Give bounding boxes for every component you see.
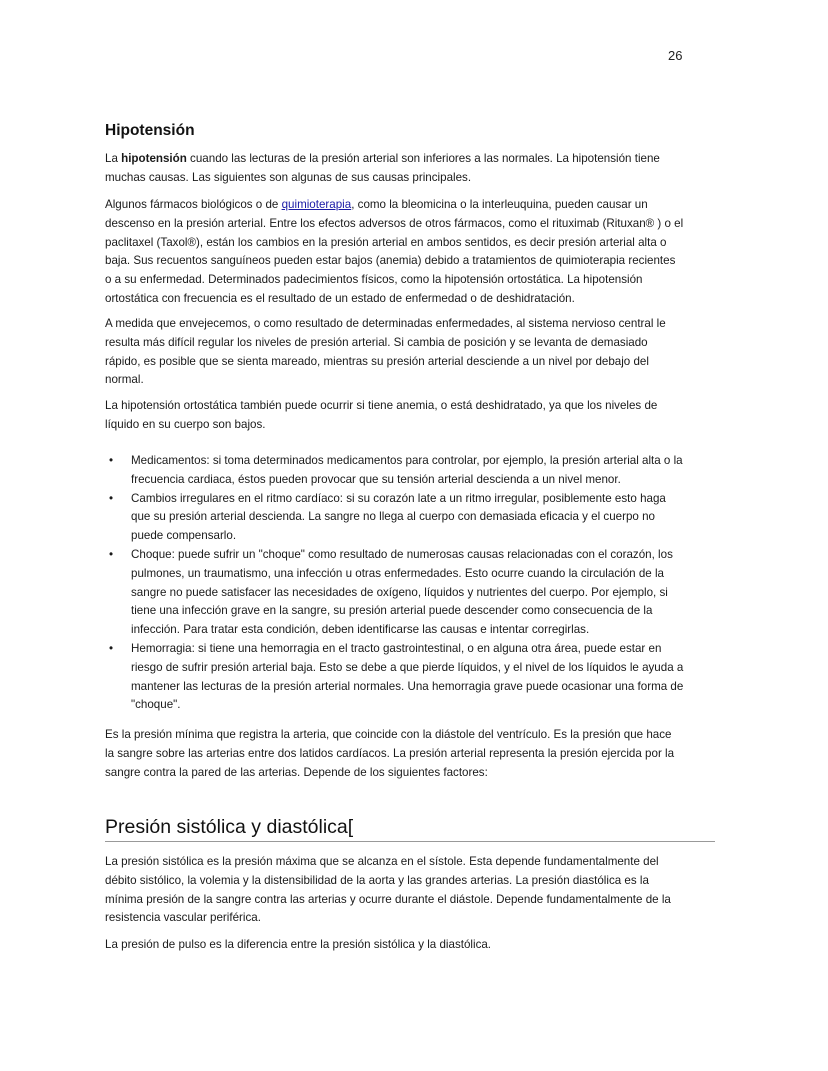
text-line: normal.	[105, 373, 144, 387]
text-line: la sangre sobre las arterias entre dos latidos cardíacos. La presión arterial representa la presión ejercida por la	[105, 746, 675, 760]
paragraph-intro	[105, 150, 660, 188]
paragraph-sistolica	[105, 853, 671, 928]
text-line: o a su enfermedad. Determinados padecimientos físicos, como la hipotensión ortostática. La hipotensión	[105, 273, 643, 287]
text-line: frecuencia cardiaca, éstos pueden provocar que su tensión arterial descienda a un nivel menor.	[131, 472, 621, 486]
section-heading-presion-sistolica: Presión sistólica y diastólica[	[105, 816, 715, 842]
text-line: rápido, es posible que se sienta mareado, mientras su presión arterial desciende a un nivel por debajo del	[105, 354, 649, 368]
text-line: Medicamentos: si toma determinados medicamentos para controlar, por ejemplo, la presión arterial alta o la	[131, 454, 683, 467]
text-line: La presión sistólica es la presión máxima que se alcanza en el sístole. Esta depende fundamentalmente del	[105, 855, 659, 868]
bullet-icon: •	[109, 547, 114, 561]
list-item-ritmo	[105, 490, 683, 546]
list-item-hemorragia	[105, 640, 683, 715]
text-line: mantener las lecturas de la presión arterial normales. Una hemorragia grave puede ocasionar una forma de	[131, 679, 684, 693]
text-line: baja. Sus recuentos sanguíneos pueden estar bajos (anemia) debido a tratamientos de quimioterapia recientes	[105, 254, 676, 268]
paragraph-anemia	[105, 397, 657, 435]
text-line: sangre no puede satisfacer las necesidades de oxígeno, líquidos y nutrientes del cuerpo. Por ejemplo, si	[131, 585, 668, 599]
text-line: resulta más difícil regular los niveles de presión arterial. Si cambia de posición y se levanta de demasiado	[105, 335, 648, 349]
bullet-icon: •	[109, 491, 114, 505]
text-line: puede compensarlo.	[131, 529, 237, 543]
text: Algunos fármacos biológicos o de	[105, 198, 282, 211]
text-line: pulmones, un traumatismo, una infección u otras enfermedades. Esto ocurre cuando la circulación de la	[131, 566, 664, 580]
text-line: Es la presión mínima que registra la arteria, que coincide con la diástole del ventrículo. Es la presión que hace	[105, 728, 672, 741]
text-line: A medida que envejecemos, o como resultado de determinadas enfermedades, al sistema nervioso central le	[105, 317, 666, 330]
text-line: resistencia vascular periférica.	[105, 911, 261, 925]
text-line: riesgo de sufrir presión arterial baja. Esto se debe a que pierde líquidos, y el nivel de los líquidos le ayuda a	[131, 660, 684, 674]
text-line: La hipotensión ortostática también puede ocurrir si tiene anemia, o está deshidratado, ya que los niveles de	[105, 399, 658, 412]
bullet-icon: •	[109, 454, 114, 467]
text-line: tiene una infección grave en la sangre, su presión arterial puede descender como consecuencia de la	[131, 604, 653, 618]
text-line: Cambios irregulares en el ritmo cardíaco: si su corazón late a un ritmo irregular, posiblemente esto haga	[131, 491, 666, 505]
text-line: líquido en su cuerpo son bajos.	[105, 417, 266, 431]
text-line: muchas causas. Las siguientes son algunas de sus causas principales.	[105, 170, 472, 184]
paragraph-farmacos	[105, 196, 683, 309]
list-item-medicamentos	[105, 452, 683, 490]
text-line: mínima presión de la sangre contra las arterias y ocurre durante el diástole. Depende fundamentalmente de la	[105, 892, 671, 906]
text-line: "choque".	[131, 698, 181, 712]
text: , como la bleomicina o la interleuquina, pueden causar un	[351, 198, 648, 211]
causes-list	[105, 452, 683, 715]
list-item-choque	[105, 546, 683, 640]
text-line: Hemorragia: si tiene una hemorragia en el tracto gastrointestinal, o en alguna otra área, puede estar en	[131, 641, 662, 655]
text-line: ortostática con frecuencia es el resultado de un estado de enfermedad o de deshidratación.	[105, 291, 575, 305]
bullet-icon: •	[109, 641, 114, 655]
text-line: paclitaxel (Taxol®), están los cambios en la presión arterial en ambos sentidos, es decir presión arterial alta o	[105, 235, 667, 249]
text-line: La presión de pulso es la diferencia entre la presión sistólica y la diastólica.	[105, 938, 492, 951]
paragraph-pulso	[105, 936, 491, 955]
text-line: sangre contra la pared de las arterias. Depende de los siguientes factores:	[105, 765, 488, 779]
paragraph-presion-minima	[105, 726, 674, 782]
text-line: débito sistólico, la volemia y la distensibilidad de la aorta y las grandes arterias. La presión diastólica es la	[105, 873, 649, 887]
text-line: Choque: puede sufrir un "choque" como resultado de numerosas causas relacionadas con el corazón, los	[131, 547, 673, 561]
quimioterapia-link[interactable]: quimioterapia	[281, 198, 352, 211]
bold-term: hipotensión	[121, 152, 187, 165]
paragraph-envejecimiento	[105, 315, 666, 390]
text-line: que su presión arterial descienda. La sangre no llega al cuerpo con demasiada eficacia y el cuerpo no	[131, 510, 655, 524]
text: cuando las lecturas de la presión arterial son inferiores a las normales. La hipotensión tiene	[186, 152, 660, 165]
section-heading-hipotension: Hipotensión	[105, 122, 195, 139]
page-number: 26	[668, 48, 683, 63]
text: La	[105, 152, 122, 165]
text-line: infección. Para tratar esta condición, deben identificarse las causas e intentar corregirlas.	[131, 623, 590, 637]
text-line: descenso en la presión arterial. Entre los efectos adversos de otros fármacos, como el rituximab (Rituxan® ) o el	[105, 216, 684, 230]
